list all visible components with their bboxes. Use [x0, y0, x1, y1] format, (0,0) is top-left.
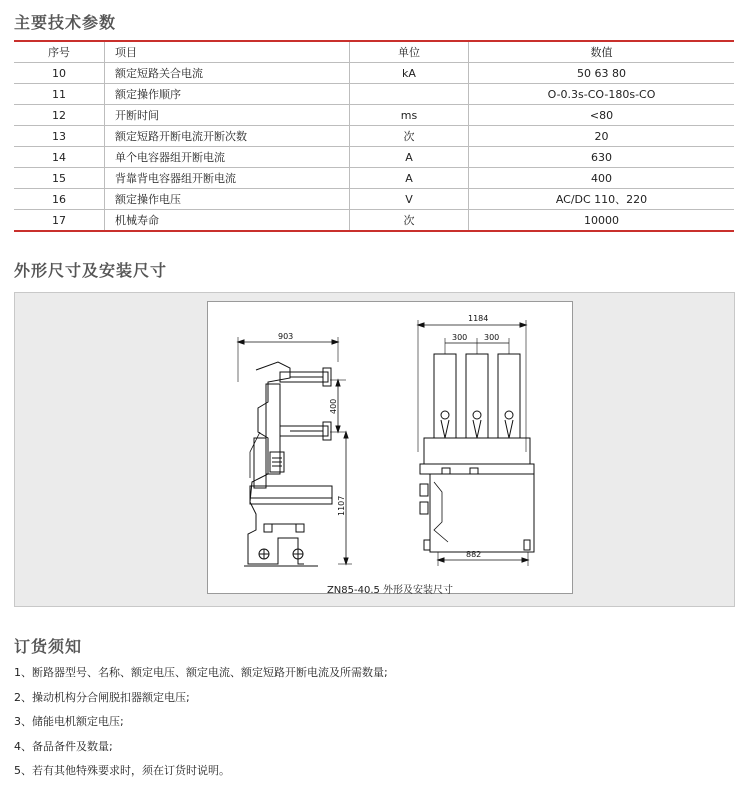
table-row [14, 105, 734, 126]
table-row [14, 189, 734, 210]
cell-unit: ms [350, 105, 469, 126]
side-view [238, 332, 352, 566]
spec-table [14, 40, 734, 232]
cell-value: 400 [469, 168, 735, 189]
dim-front-pitch-2: 300 [484, 333, 500, 342]
list-item: 1、断路器型号、名称、额定电压、额定电流、额定短路开断电流及所需数量; [14, 666, 388, 679]
cell-value: 10000 [469, 210, 735, 232]
dim-front-base: 882 [466, 550, 482, 559]
table-row [14, 126, 734, 147]
list-item: 2、操动机构分合闸脱扣器额定电压; [14, 690, 190, 704]
section-title-order: 订货须知 [14, 637, 83, 656]
dim-front-width: 1184 [468, 314, 489, 323]
cell-unit: A [350, 168, 469, 189]
cell-item: 额定短路开断电流开断次数 [105, 126, 350, 147]
cell-value: AC/DC 110、220 [469, 189, 735, 210]
dim-side-total: 1107 [337, 495, 346, 516]
cell-item: 开断时间 [105, 105, 350, 126]
cell-value: O-0.3s-CO-180s-CO [469, 84, 735, 105]
cell-item: 机械寿命 [105, 210, 350, 232]
cell-value: <80 [469, 105, 735, 126]
cell-no: 11 [14, 84, 105, 105]
dim-side-width: 903 [278, 332, 294, 341]
cell-unit: 次 [350, 126, 469, 147]
cell-item: 背靠背电容器组开断电流 [105, 168, 350, 189]
section-title-dimensions: 外形尺寸及安装尺寸 [14, 261, 168, 280]
cell-unit: V [350, 189, 469, 210]
cell-item: 额定操作顺序 [105, 84, 350, 105]
front-view [418, 314, 534, 566]
dim-side-upper: 400 [329, 398, 338, 414]
figure-panel [14, 292, 735, 607]
list-item: 4、备品备件及数量; [14, 739, 113, 753]
cell-item: 额定短路关合电流 [105, 63, 350, 84]
section-title-spec: 主要技术参数 [14, 13, 117, 32]
cell-no: 12 [14, 105, 105, 126]
cell-unit [350, 84, 469, 105]
header-item: 项目 [105, 41, 350, 63]
cell-value: 20 [469, 126, 735, 147]
table-row [14, 84, 734, 105]
cell-unit: kA [350, 63, 469, 84]
cell-item: 额定操作电压 [105, 189, 350, 210]
cell-unit: A [350, 147, 469, 168]
table-header-row [14, 41, 734, 63]
cell-no: 15 [14, 168, 105, 189]
dim-front-pitch-1: 300 [452, 333, 468, 342]
order-notes-list [14, 666, 388, 789]
header-unit: 单位 [350, 41, 469, 63]
cell-no: 14 [14, 147, 105, 168]
figure-caption: ZN85-40.5 外形及安装尺寸 [326, 585, 454, 596]
list-item: 3、储能电机额定电压; [14, 715, 124, 728]
table-row [14, 168, 734, 189]
cell-unit: 次 [350, 210, 469, 232]
table-row [14, 147, 734, 168]
table-row [14, 63, 734, 84]
header-no: 序号 [14, 41, 105, 63]
cell-no: 17 [14, 210, 105, 232]
cell-no: 16 [14, 189, 105, 210]
table-row [14, 210, 734, 232]
cell-no: 13 [14, 126, 105, 147]
dimension-drawing [208, 302, 572, 593]
cell-no: 10 [14, 63, 105, 84]
list-item: 5、若有其他特殊要求时，须在订货时说明。 [14, 764, 230, 777]
cell-value: 630 [469, 147, 735, 168]
drawing-frame [207, 301, 573, 594]
cell-item: 单个电容器组开断电流 [105, 147, 350, 168]
cell-value: 50 63 80 [469, 63, 735, 84]
header-value: 数值 [469, 41, 735, 63]
